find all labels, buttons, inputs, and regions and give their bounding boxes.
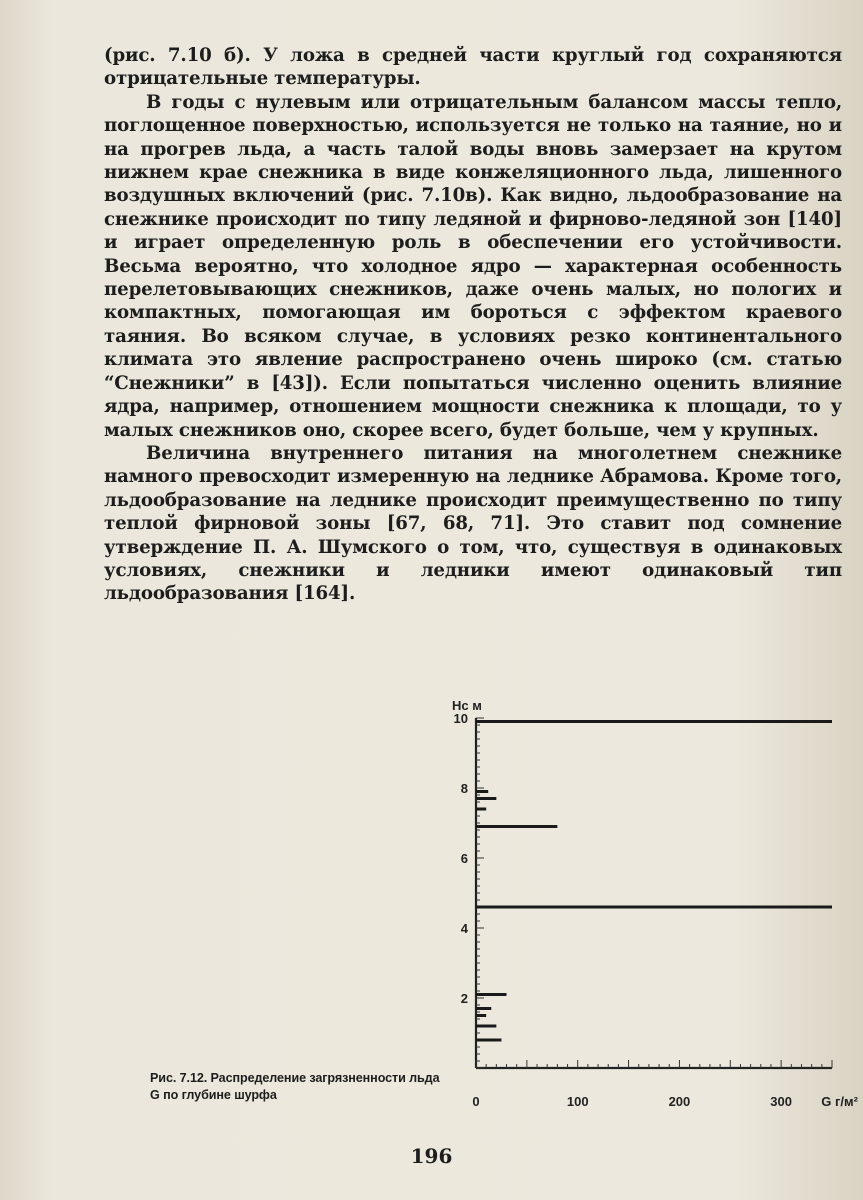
figure-caption: Рис. 7.12. Распределение загрязненности льда G по глубине шурфа (150, 1071, 440, 1102)
paragraph-1: (рис. 7.10 б). У ложа в средней части круглый год сохраняются отрицательные температуры. (104, 45, 842, 90)
y-tick-label: 10 (453, 711, 468, 726)
y-tick-label: 4 (460, 921, 468, 936)
y-tick-label: 6 (460, 851, 468, 866)
x-axis-label: G г/м² (821, 1094, 858, 1109)
paragraph-2: В годы с нулевым или отрицательным балансом массы тепло, поглощенное поверхностью, используется не только на таяние, но и на прогрев льда, а часть талой воды вновь замерзает на крутом нижнем крае снежника в виде конжеляционного льда, лишенного воздушных включений (рис. 7.10в). Как видно, льдообразование на снежнике происходит по типу ледяной и фирново-ледяной зон [140] и играет определенную роль в обеспечении его устойчивости. Весьма вероятно, что холодное ядро — характерная особенность перелетовывающих снежников, даже очень малых, но пологих и компактных, помогающая им бороться с эффектом краевого таяния. Во всяком случае, в условиях резко континентального климата это явление распространено очень широко (см. статью “Снежники” в [43]). Если попытаться численно оценить влияние ядра, например, отношением мощности снежника к площади, то у малых снежников оно, скорее всего, будет больше, чем у крупных. (104, 91, 842, 441)
x-tick-label: 100 (566, 1094, 589, 1109)
page-number: 196 (410, 1144, 453, 1168)
y-tick-label: 2 (460, 991, 468, 1006)
x-tick-label: 200 (668, 1094, 691, 1109)
y-tick-label: 8 (460, 781, 468, 796)
x-tick-label: 0 (472, 1094, 480, 1109)
y-axis-label: Hс м (452, 698, 482, 713)
paragraph-3: Величина внутреннего питания на многолетнем снежнике намного превосходит измеренную на леднике Абрамова. Кроме того, льдообразование на леднике происходит преимущественно по типу теплой фирновой зоны [67, 68, 71]. Это ставит под сомнение утверждение П. А. Шумского о том, что, существуя в одинаковых условиях, снежники и ледники имеют одинаковый тип льдообразования [164]. (104, 442, 842, 605)
x-tick-label: 300 (770, 1094, 792, 1109)
